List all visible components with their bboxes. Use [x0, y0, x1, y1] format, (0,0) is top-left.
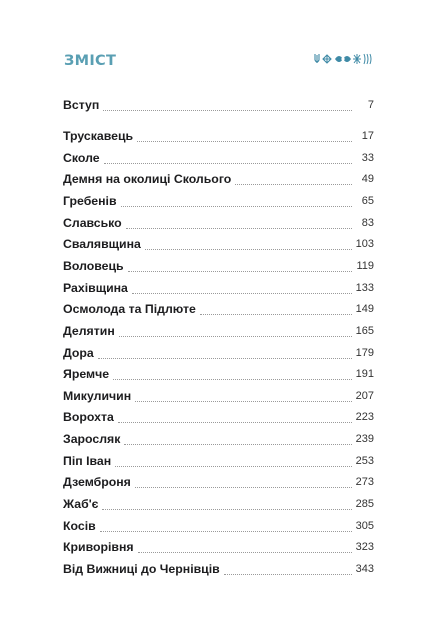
- dot-leader: [118, 408, 352, 423]
- dot-leader: [132, 279, 352, 294]
- toc-entry[interactable]: [63, 171, 374, 187]
- dot-leader: [100, 517, 352, 532]
- dot-leader: [121, 192, 352, 207]
- toc-entry-page: 223: [355, 411, 374, 424]
- toc-entry-title: Криворівня: [63, 540, 134, 555]
- toc-entry-page: 149: [355, 303, 374, 316]
- toc-entry[interactable]: [63, 409, 374, 425]
- toc-entry-page: 133: [355, 281, 374, 294]
- toc-entry-title: Косів: [63, 518, 96, 533]
- dot-leader: [128, 257, 352, 272]
- toc-entry[interactable]: [63, 258, 374, 274]
- dot-leader: [98, 344, 352, 359]
- dot-leader: [135, 473, 352, 488]
- toc-entry-title: Славсько: [63, 215, 122, 230]
- toc-entry[interactable]: [63, 215, 374, 231]
- dot-leader: [124, 430, 351, 445]
- toc-entry-title: Трускавець: [63, 129, 134, 143]
- toc-entry-page: 179: [355, 346, 374, 359]
- dot-leader: [137, 127, 352, 142]
- dot-leader: [113, 365, 352, 380]
- dot-leader: [126, 214, 352, 229]
- toc-entry-title: Яремче: [63, 367, 110, 382]
- toc-entry-title: Дземброня: [63, 475, 131, 490]
- toc-entry-title: Рахівщина: [63, 280, 128, 295]
- toc-entry[interactable]: [63, 518, 374, 534]
- toc-entry[interactable]: [63, 561, 374, 577]
- toc-entry-page: 191: [355, 368, 374, 381]
- toc-entry[interactable]: [63, 345, 374, 361]
- toc-entry[interactable]: [63, 323, 374, 339]
- toc-entry[interactable]: [63, 128, 374, 144]
- dot-leader: [104, 149, 352, 164]
- toc-entry-page: 305: [355, 519, 374, 532]
- toc-entry-title: Осмолода та Підлюте: [63, 302, 196, 317]
- toc-entry-page: 33: [361, 151, 374, 164]
- toc-entry-page: 165: [355, 324, 374, 337]
- toc-entry[interactable]: [63, 193, 374, 209]
- toc-entry-page: 49: [361, 173, 374, 186]
- toc-entry-page: 83: [361, 216, 374, 229]
- toc-entry-page: 253: [355, 454, 374, 467]
- toc-entry-page: 103: [355, 238, 374, 251]
- toc-entry-page: 323: [355, 541, 374, 554]
- page-title: ЗМІСТ: [64, 53, 117, 69]
- toc-entry[interactable]: [63, 301, 374, 317]
- dot-leader: [103, 96, 352, 111]
- toc-entry-title: Делятин: [63, 323, 115, 338]
- toc-entry-page: 17: [361, 130, 374, 142]
- toc-entry-title: Ворохта: [63, 410, 114, 425]
- toc-entry[interactable]: [63, 280, 374, 296]
- dot-leader: [235, 170, 352, 185]
- dot-leader: [135, 387, 352, 402]
- toc-entry-title: Дора: [63, 345, 94, 360]
- toc-entry-page: 119: [356, 259, 374, 272]
- toc-entry-title: Жаб'є: [63, 497, 99, 512]
- folk-ornament-icon: [313, 52, 373, 66]
- toc-entry[interactable]: [63, 97, 374, 113]
- toc-entry[interactable]: [63, 431, 374, 447]
- toc-entry-page: 343: [355, 563, 374, 575]
- toc-entry[interactable]: [63, 453, 374, 469]
- toc-entry-page: 273: [355, 476, 374, 489]
- toc-entry-title: Микуличин: [63, 388, 132, 403]
- toc-entry-page: 285: [355, 498, 374, 511]
- toc-entry[interactable]: [63, 388, 374, 404]
- toc-entry[interactable]: [63, 150, 374, 166]
- toc-entry-page: 65: [361, 194, 374, 207]
- toc-entry-title: Заросляк: [63, 432, 121, 447]
- toc-entry-title: Від Вижниці до Чернівців: [63, 562, 220, 576]
- dot-leader: [224, 560, 352, 575]
- toc-entry-title: Піп Іван: [63, 453, 112, 468]
- toc-entry[interactable]: [63, 539, 374, 555]
- toc-entry[interactable]: [63, 236, 374, 252]
- dot-leader: [138, 538, 352, 553]
- dot-leader: [145, 235, 352, 250]
- dot-leader: [119, 322, 352, 337]
- dot-leader: [115, 452, 351, 467]
- toc-entry-title: Свалявщина: [63, 237, 141, 252]
- toc-entry[interactable]: [63, 366, 374, 382]
- toc-entry[interactable]: [63, 496, 374, 512]
- toc-entry[interactable]: [63, 474, 374, 490]
- dot-leader: [102, 495, 351, 510]
- toc-entry-page: 239: [355, 433, 374, 446]
- toc-entry-page: 7: [367, 99, 374, 111]
- toc-entry-title: Вступ: [63, 98, 100, 112]
- toc-entry-page: 207: [355, 389, 374, 402]
- toc-entry-title: Сколе: [63, 150, 100, 165]
- toc-entry-title: Воловець: [63, 258, 124, 273]
- toc-entry-title: Гребенів: [63, 193, 117, 208]
- toc-entry-title: Демня на околиці Сколього: [63, 172, 232, 187]
- dot-leader: [200, 300, 352, 315]
